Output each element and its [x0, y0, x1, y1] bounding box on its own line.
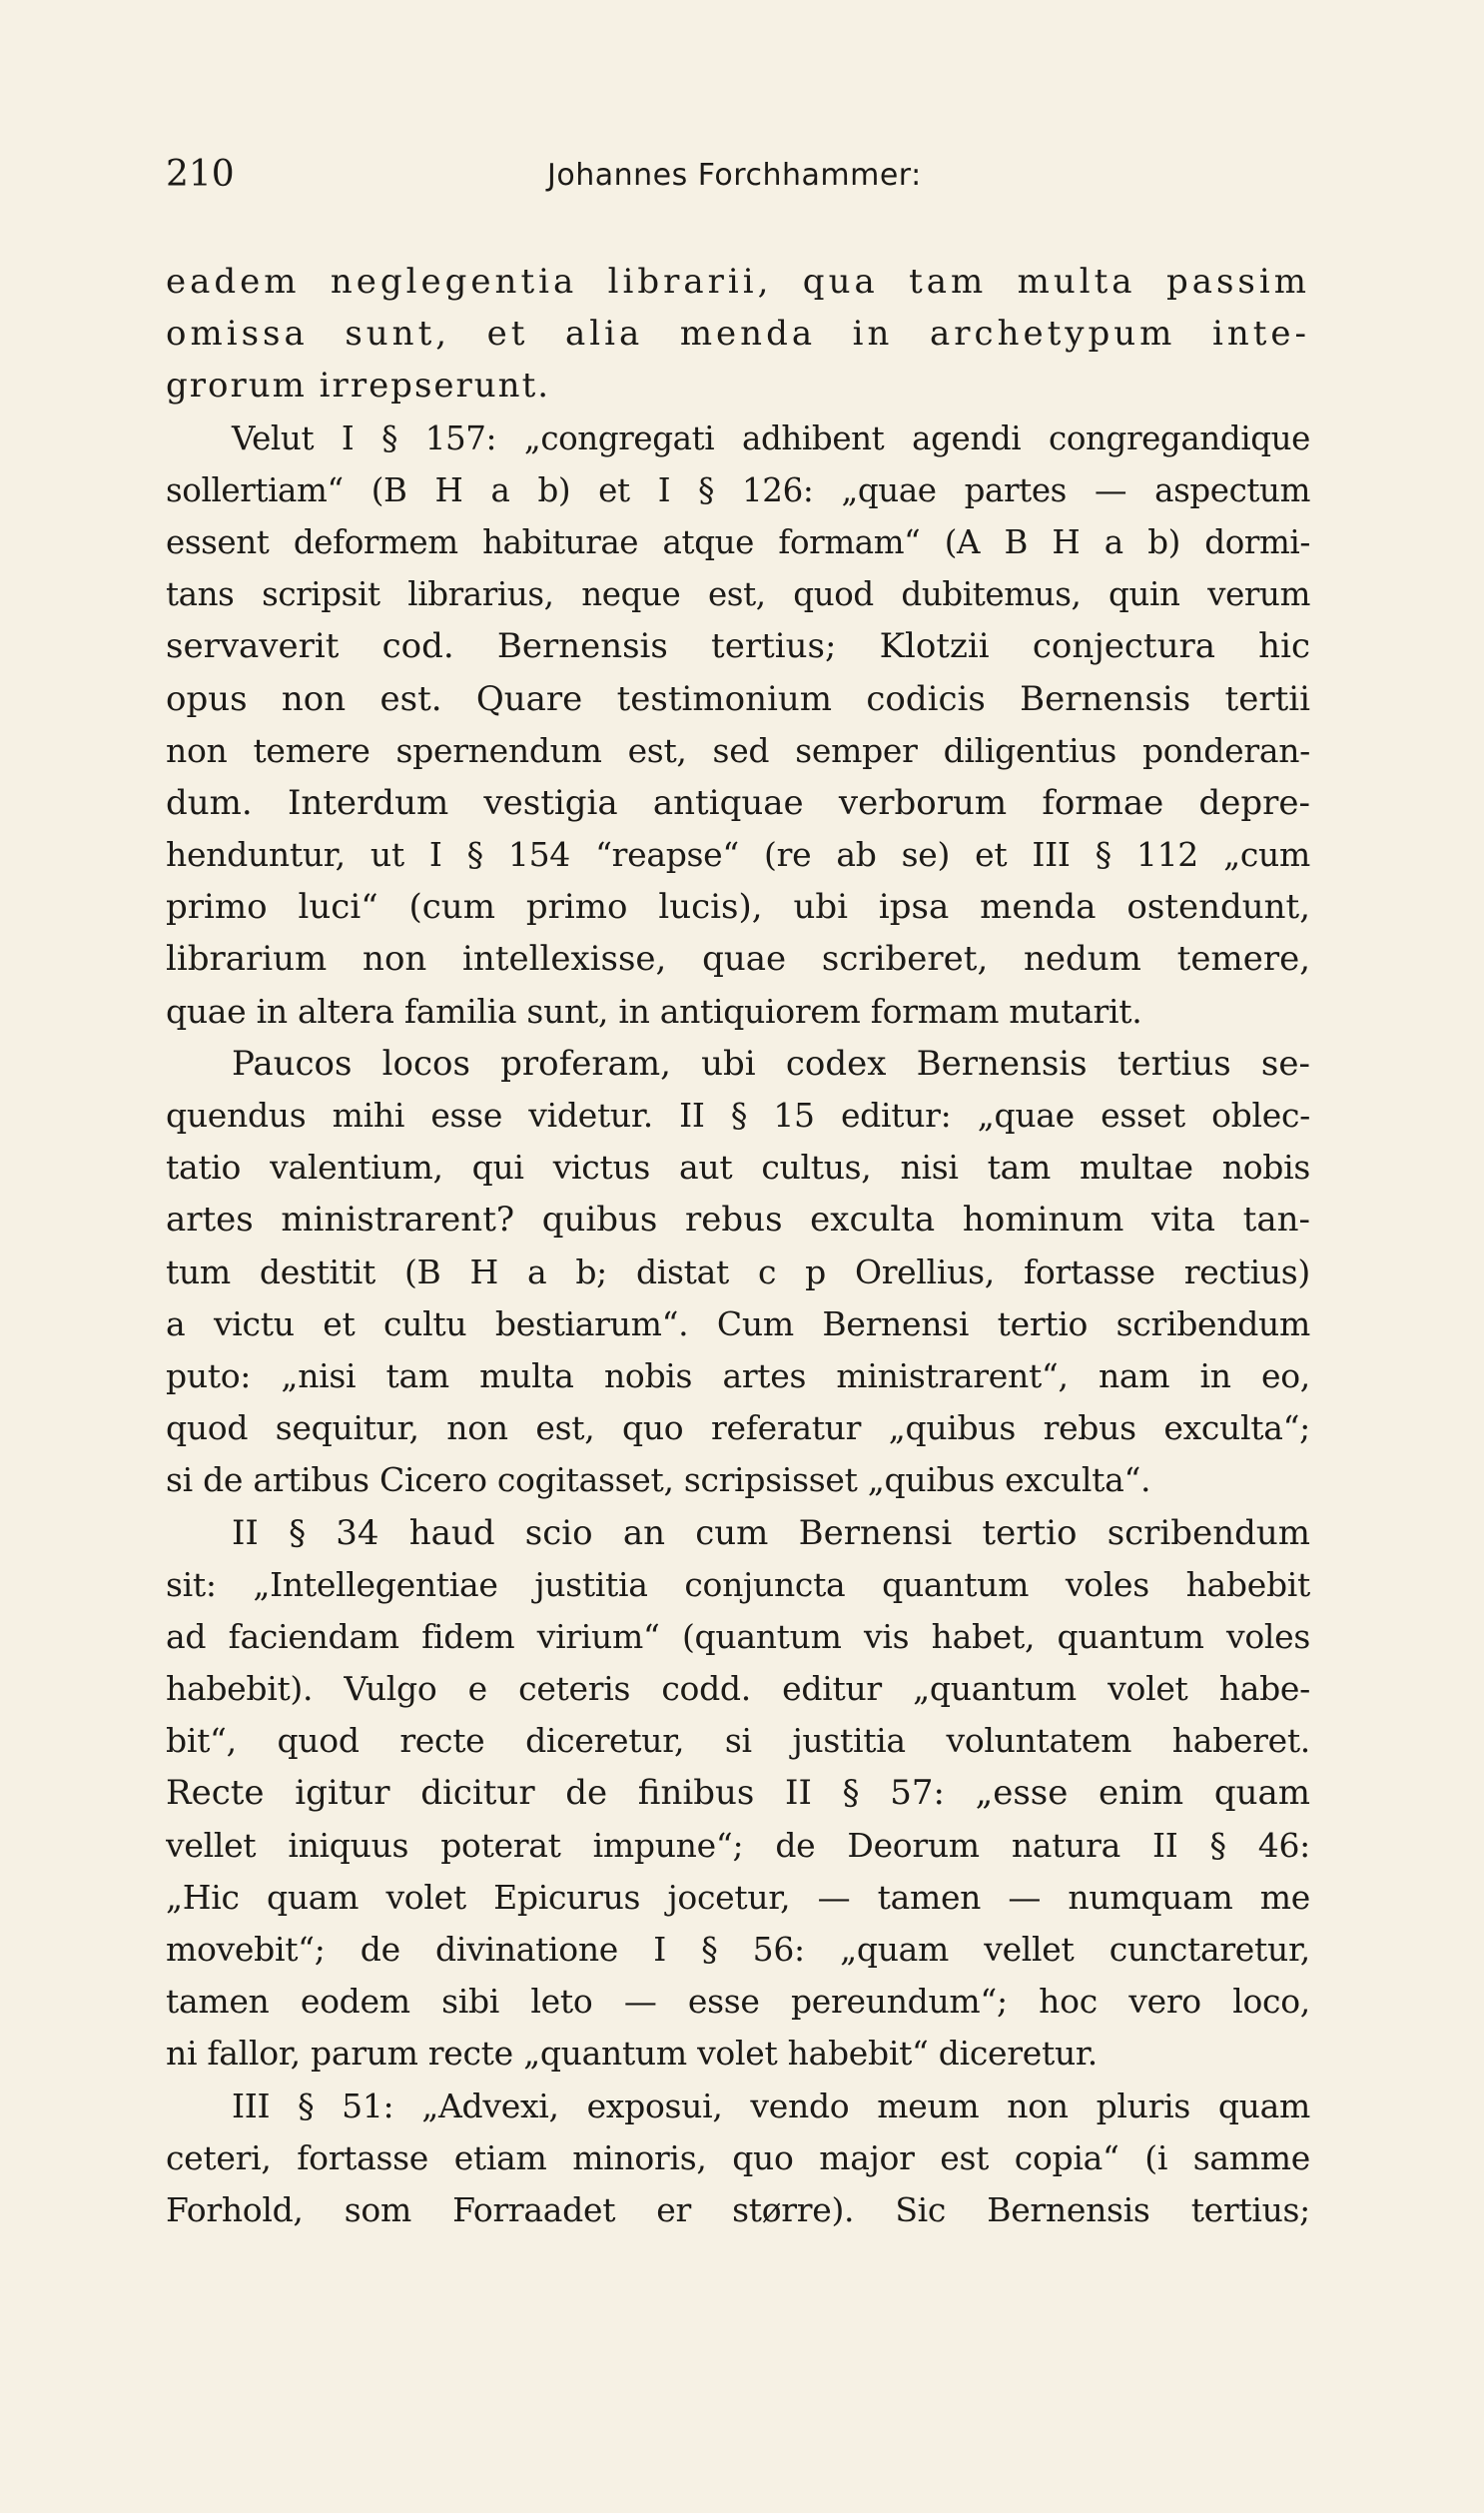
text-line: II § 34 haud scio an cum Bernensi tertio scribendum	[232, 1512, 1310, 1553]
text-line: librarium non intellexisse, quae scriberet, nedum temere,	[166, 939, 1310, 980]
text-line: habebit). Vulgo e ceteris codd. editur „quantum volet habe-	[166, 1669, 1310, 1709]
text-line: opus non est. Quare testimonium codicis Bernensis tertii	[166, 678, 1310, 719]
text-line: ni fallor, parum recte „quantum volet habebit“ diceretur.	[166, 2034, 1098, 2074]
text-line: primo luci“ (cum primo lucis), ubi ipsa menda ostendunt,	[166, 887, 1310, 928]
text-line: si de artibus Cicero cogitasset, scripsisset „quibus exculta“.	[166, 1460, 1151, 1500]
text-line: tamen eodem sibi leto — esse pereundum“; hoc vero loco,	[166, 1982, 1310, 2022]
text-line: tans scripsit librarius, neque est, quod dubitemus, quin verum	[166, 575, 1310, 614]
text-line: sollertiam“ (B H a b) et I § 126: „quae partes — aspectum	[166, 470, 1310, 509]
running-head: Johannes Forchhammer:	[547, 158, 922, 193]
text-line: henduntur, ut I § 154 “reapse“ (re ab se) et III § 112 „cum	[166, 835, 1310, 875]
text-line: movebit“; de divinatione I § 56: „quam vellet cunctaretur,	[166, 1930, 1310, 1969]
text-line: servaverit cod. Bernensis tertius; Klotzii conjectura hic	[166, 626, 1310, 667]
page-header	[166, 154, 1310, 214]
text-line: ceteri, fortasse etiam minoris, quo major est copia“ (i samme	[166, 2137, 1310, 2177]
text-line: tum destitit (B H a b; distat c p Orellius, fortasse rectius)	[166, 1252, 1310, 1291]
text-line: non temere spernendum est, sed semper diligentius ponderan-	[166, 730, 1310, 770]
text-line: Velut I § 157: „congregati adhibent agendi congregandique	[232, 419, 1310, 457]
text-line: essent deformem habiturae atque formam“ (A B H a b) dormi-	[166, 522, 1310, 561]
text-line: quendus mihi esse videtur. II § 15 editur: „quae esset oblec-	[166, 1096, 1310, 1135]
text-line: Paucos locos proferam, ubi codex Bernensis tertius se-	[232, 1043, 1310, 1084]
page-number: 210	[166, 154, 235, 195]
text-line: Recte igitur dicitur de finibus II § 57: „esse enim quam	[166, 1773, 1310, 1814]
text-line: Forhold, som Forraadet er større). Sic Bernensis tertius;	[166, 2189, 1310, 2229]
text-line: quod sequitur, non est, quo referatur „quibus rebus exculta“;	[166, 1408, 1310, 1448]
text-line: tatio valentium, qui victus aut cultus, nisi tam multae nobis	[166, 1148, 1310, 1188]
text-line: sit: „Intellegentiae justitia conjuncta quantum voles habebit	[166, 1564, 1310, 1604]
text-line: vellet iniquus poterat impune“; de Deorum natura II § 46:	[166, 1825, 1310, 1865]
text-line: ad faciendam fidem virium“ (quantum vis habet, quantum voles	[166, 1616, 1310, 1656]
body-text	[166, 256, 1310, 2236]
text-line: III § 51: „Advexi, exposui, vendo meum non pluris quam	[232, 2086, 1310, 2125]
text-line: artes ministrarent? quibus rebus exculta hominum vita tan-	[166, 1200, 1310, 1241]
text-line: dum. Interdum vestigia antiquae verborum formae depre-	[166, 782, 1310, 823]
text-line: quae in altera familia sunt, in antiquiorem formam mutarit.	[166, 991, 1142, 1031]
text-line: eadem neglegentia librarii, qua tam multa passim	[166, 262, 1310, 302]
text-line: „Hic quam volet Epicurus jocetur, — tamen — numquam me	[166, 1877, 1310, 1917]
text-line: omissa sunt, et alia menda in archetypum inte-	[166, 314, 1310, 355]
text-line: grorum irrepserunt.	[166, 366, 551, 407]
text-line: puto: „nisi tam multa nobis artes ministrarent“, nam in eo,	[166, 1355, 1310, 1395]
text-line: bit“, quod recte diceretur, si justitia voluntatem haberet.	[166, 1721, 1310, 1761]
text-line: a victu et cultu bestiarum“. Cum Bernensi tertio scribendum	[166, 1303, 1310, 1343]
